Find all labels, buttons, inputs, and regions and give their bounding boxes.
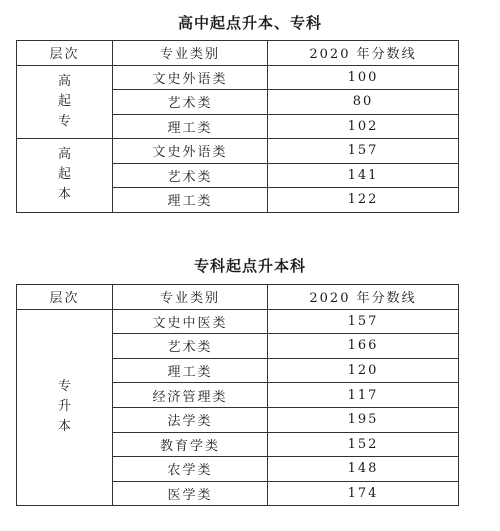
level-cell-gaoqiben: [17, 139, 113, 213]
score-cell: 100: [268, 65, 459, 90]
score-cell: 157: [268, 309, 459, 334]
major-cell: 理工类: [113, 358, 268, 383]
header-level: 层次: [17, 41, 113, 66]
score-table-college-entry: [16, 284, 459, 506]
score-table-high-school-entry: [16, 40, 459, 213]
level-label: 高 起 本: [57, 147, 71, 203]
major-cell: 法学类: [113, 407, 268, 432]
level-cell-gaoqizhuan: [17, 65, 113, 139]
major-cell: 艺术类: [113, 334, 268, 359]
major-cell: 文史外语类: [113, 139, 268, 164]
score-cell: 117: [268, 383, 459, 408]
score-cell: 122: [268, 188, 459, 213]
header-score: 2020 年分数线: [268, 41, 459, 66]
table-header-row: [17, 285, 459, 310]
header-major: 专业类别: [113, 285, 268, 310]
header-score: 2020 年分数线: [268, 285, 459, 310]
level-cell-zhuanshengben: [17, 309, 113, 506]
score-cell: 80: [268, 90, 459, 115]
major-cell: 文史中医类: [113, 309, 268, 334]
score-cell: 195: [268, 407, 459, 432]
score-cell: 166: [268, 334, 459, 359]
table-row: [17, 65, 459, 90]
score-cell: 148: [268, 457, 459, 482]
major-cell: 医学类: [113, 481, 268, 506]
score-cell: 157: [268, 139, 459, 164]
section-title-college-entry: 专科起点升本科: [193, 257, 306, 275]
score-cell: 152: [268, 432, 459, 457]
header-major: 专业类别: [113, 41, 268, 66]
major-cell: 文史外语类: [113, 65, 268, 90]
major-cell: 艺术类: [113, 163, 268, 188]
score-cell: 102: [268, 114, 459, 139]
major-cell: 经济管理类: [113, 383, 268, 408]
score-cell: 120: [268, 358, 459, 383]
major-cell: 农学类: [113, 457, 268, 482]
level-label: 专 升 本: [57, 379, 71, 435]
score-cell: 174: [268, 481, 459, 506]
table-header-row: [17, 41, 459, 66]
header-level: 层次: [17, 285, 113, 310]
major-cell: 理工类: [113, 114, 268, 139]
section-title-high-school-entry: 高中起点升本、专科: [177, 14, 322, 32]
score-cell: 141: [268, 163, 459, 188]
major-cell: 教育学类: [113, 432, 268, 457]
level-label: 高 起 专: [57, 73, 71, 129]
table-row: [17, 139, 459, 164]
table-row: [17, 309, 459, 334]
major-cell: 艺术类: [113, 90, 268, 115]
major-cell: 理工类: [113, 188, 268, 213]
